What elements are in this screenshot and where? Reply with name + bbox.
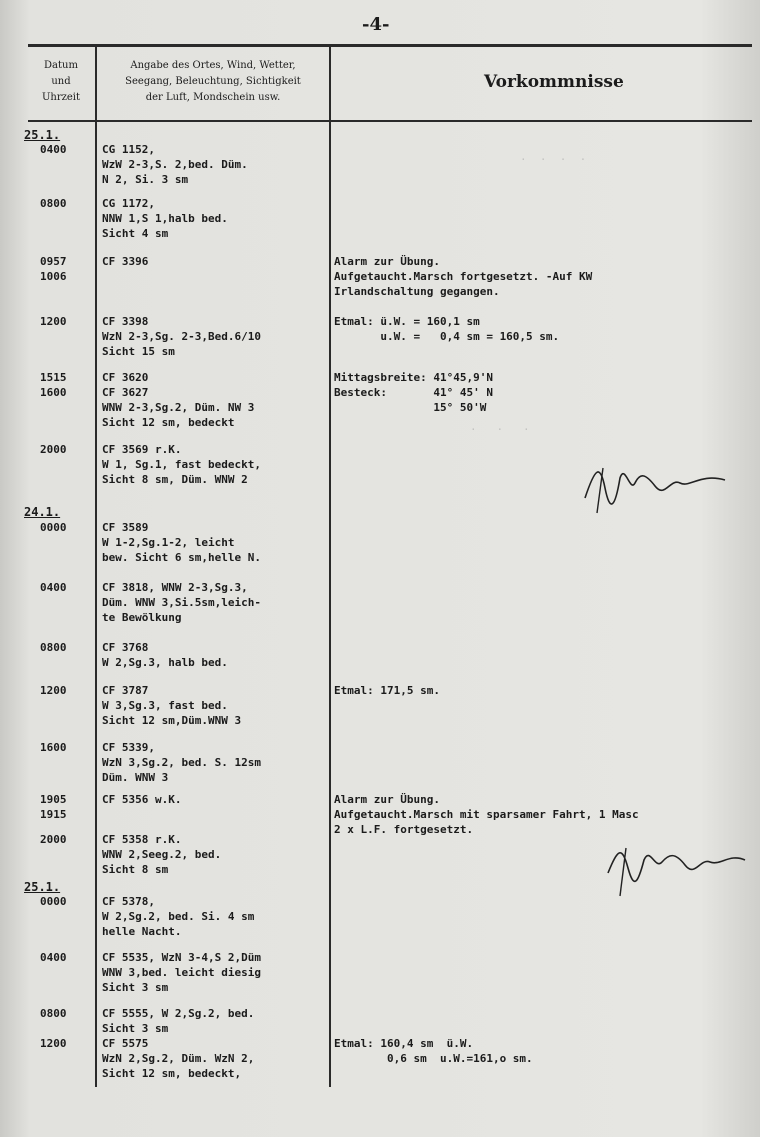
header-position-line-3: der Luft, Mondschein usw. xyxy=(145,92,281,103)
page-number: -4- xyxy=(362,14,390,35)
entry-events: Alarm zur Übung. Aufgetaucht.Marsch mit sparsamer Fahrt, 1 Masc 2 x L.F. fortgesetzt. xyxy=(334,793,639,836)
entry-events: Alarm zur Übung. Aufgetaucht.Marsch fortgesetzt. -Auf KW Irlandschaltung gegangen. xyxy=(334,255,593,298)
entry-position-weather: CG 1172, NNW 1,S 1,halb bed. Sicht 4 sm xyxy=(102,197,228,240)
entry-events: Mittagsbreite: 41°45,9'N Besteck: 41° 45' N 15° 50'W xyxy=(334,371,493,414)
header-position-weather xyxy=(98,58,328,106)
entry-position-weather: CF 3396 xyxy=(102,255,149,268)
entry-time: 0000 xyxy=(40,521,67,534)
entry-date: 24.1. xyxy=(24,505,61,519)
top-rule xyxy=(28,44,752,47)
entry-time: 2000 xyxy=(40,443,67,456)
entry-position-weather: CF 5356 w.K. xyxy=(102,793,182,806)
header-rule xyxy=(28,120,752,122)
entry-time: 0800 xyxy=(40,641,67,654)
entry-position-weather: CF 3569 r.K. W 1, Sg.1, fast bedeckt, Sicht 8 sm, Düm. WNW 2 xyxy=(102,443,261,486)
entry-events: Etmal: 160,4 sm ü.W. 0,6 sm u.W.=161,o sm. xyxy=(334,1037,533,1065)
signature-1 xyxy=(575,458,735,518)
entry-position-weather: CF 3787 W 3,Sg.3, fast bed. Sicht 12 sm,Düm.WNW 3 xyxy=(102,684,242,727)
entry-position-weather: CF 3589 W 1-2,Sg.1-2, leicht bew. Sicht 6 sm,helle N. xyxy=(102,521,261,564)
entry-position-weather: CF 5535, WzN 3-4,S 2,Düm WNW 3,bed. leicht diesig Sicht 3 sm xyxy=(102,951,261,994)
header-events: Vorkommnisse xyxy=(484,72,624,92)
header-position-line-1: Angabe des Ortes, Wind, Wetter, xyxy=(130,60,296,71)
entry-position-weather: CF 3620 CF 3627 WNW 2-3,Sg.2, Düm. NW 3 Sicht 12 sm, bedeckt xyxy=(102,371,255,429)
signature-2 xyxy=(600,838,750,898)
column-divider-2 xyxy=(329,47,331,1087)
entry-position-weather: CF 5555, W 2,Sg.2, bed. Sicht 3 sm xyxy=(102,1007,255,1035)
entry-position-weather: CF 3398 WzN 2-3,Sg. 2-3,Bed.6/10 Sicht 15 sm xyxy=(102,315,261,358)
entry-time: 0957 1006 xyxy=(40,255,67,283)
header-time-line: Uhrzeit xyxy=(41,92,81,103)
entry-date: 25.1. xyxy=(24,880,61,894)
header-position-line-2: Seegang, Beleuchtung, Sichtigkeit xyxy=(125,76,301,87)
entry-time: 0000 xyxy=(40,895,67,908)
header-date-line: Datum xyxy=(44,60,78,71)
header-und-line: und xyxy=(51,76,71,87)
entry-time: 1515 1600 xyxy=(40,371,67,399)
bleed-through-text: . . . . xyxy=(520,150,587,163)
entry-time: 0400 xyxy=(40,143,67,156)
entry-time: 0400 xyxy=(40,951,67,964)
entry-position-weather: CF 5339, WzN 3,Sg.2, bed. S. 12sm Düm. WNW 3 xyxy=(102,741,261,784)
entry-events: Etmal: 171,5 sm. xyxy=(334,684,440,697)
bleed-through-text: . . . xyxy=(470,420,530,433)
entry-position-weather: CF 5358 r.K. WNW 2,Seeg.2, bed. Sicht 8 sm xyxy=(102,833,222,876)
entry-position-weather: CF 5575 WzN 2,Sg.2, Düm. WzN 2, Sicht 12 sm, bedeckt, xyxy=(102,1037,255,1080)
entry-position-weather: CF 3818, WNW 2-3,Sg.3, Düm. WNW 3,Si.5sm,leich- te Bewölkung xyxy=(102,581,261,624)
entry-time: 2000 xyxy=(40,833,67,846)
entry-position-weather: CG 1152, WzW 2-3,S. 2,bed. Düm. N 2, Si. 3 sm xyxy=(102,143,248,186)
column-divider-1 xyxy=(95,47,97,1087)
header-date-time xyxy=(30,58,92,106)
entry-time: 1905 1915 xyxy=(40,793,67,821)
entry-position-weather: CF 5378, W 2,Sg.2, bed. Si. 4 sm helle Nacht. xyxy=(102,895,255,938)
entry-time: 1600 xyxy=(40,741,67,754)
entry-time: 0400 xyxy=(40,581,67,594)
entry-time: 0800 xyxy=(40,197,67,210)
entry-position-weather: CF 3768 W 2,Sg.3, halb bed. xyxy=(102,641,228,669)
entry-date: 25.1. xyxy=(24,128,61,142)
entry-time: 1200 xyxy=(40,1037,67,1050)
entry-time: 1200 xyxy=(40,684,67,697)
entry-time: 1200 xyxy=(40,315,67,328)
entry-events: Etmal: ü.W. = 160,1 sm u.W. = 0,4 sm = 160,5 sm. xyxy=(334,315,560,343)
entry-time: 0800 xyxy=(40,1007,67,1020)
